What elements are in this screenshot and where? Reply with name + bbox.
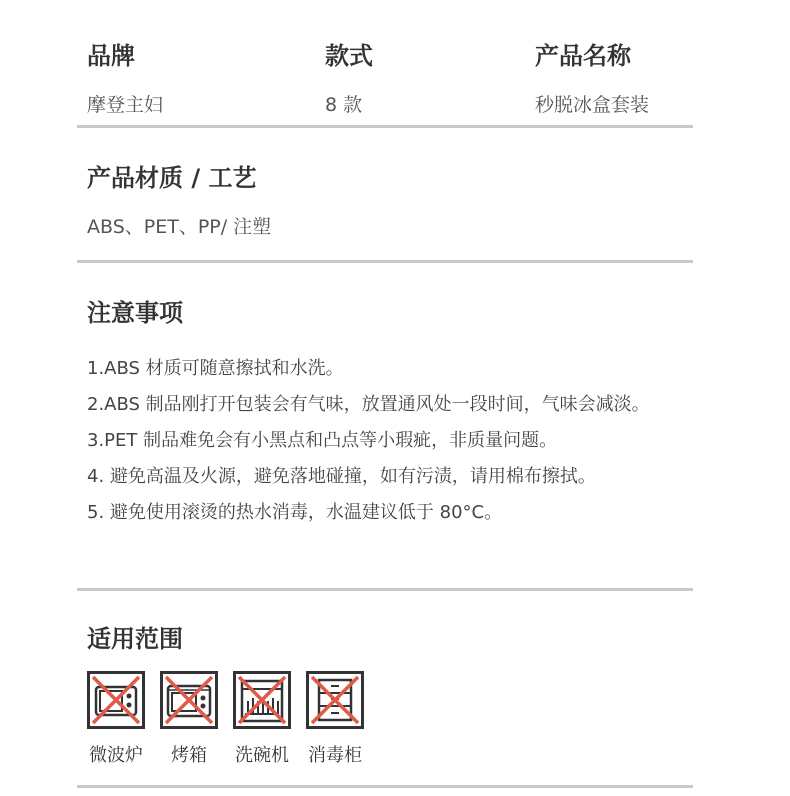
spec-table <box>77 0 693 128</box>
microwave-prohibited-icon <box>87 671 145 729</box>
usage-icons <box>87 671 364 767</box>
note-item: 2.ABS 制品刚打开包装会有气味，放置通风处一段时间，气味会减淡。 <box>87 394 650 415</box>
usage-section <box>77 591 693 788</box>
note-item: 5. 避免使用滚烫的热水消毒，水温建议低于 80°C。 <box>87 502 503 523</box>
usage-item-sterilizer <box>306 671 364 767</box>
sterilizer-cabinet-prohibited-icon <box>306 671 364 729</box>
usage-item-dishwasher <box>233 671 291 767</box>
style-value: 8 款 <box>325 94 363 116</box>
usage-header: 适用范围 <box>87 625 183 653</box>
brand-header: 品牌 <box>87 42 135 70</box>
product-name-value: 秒脱冰盒套装 <box>535 94 650 116</box>
usage-item-oven <box>160 671 218 767</box>
usage-item-microwave <box>87 671 145 767</box>
style-header: 款式 <box>325 42 373 70</box>
usage-label: 烤箱 <box>171 745 207 766</box>
notes-list <box>87 351 687 531</box>
product-info <box>77 0 693 788</box>
note-item: 4. 避免高温及火源，避免落地碰撞，如有污渍，请用棉布擦拭。 <box>87 466 596 487</box>
notes-section <box>77 263 693 591</box>
material-section <box>77 128 693 263</box>
product-name-header: 产品名称 <box>535 42 631 70</box>
notes-header: 注意事项 <box>87 299 183 327</box>
usage-label: 微波炉 <box>89 745 143 766</box>
usage-label: 洗碗机 <box>235 745 289 766</box>
note-item: 3.PET 制品难免会有小黑点和凸点等小瑕疵，非质量问题。 <box>87 430 558 451</box>
usage-label: 消毒柜 <box>308 745 362 766</box>
note-item: 1.ABS 材质可随意擦拭和水洗。 <box>87 358 344 379</box>
brand-value: 摩登主妇 <box>87 94 164 116</box>
dishwasher-prohibited-icon <box>233 671 291 729</box>
oven-prohibited-icon <box>160 671 218 729</box>
material-value: ABS、PET、PP/ 注塑 <box>87 216 272 238</box>
material-header: 产品材质 / 工艺 <box>87 164 257 192</box>
